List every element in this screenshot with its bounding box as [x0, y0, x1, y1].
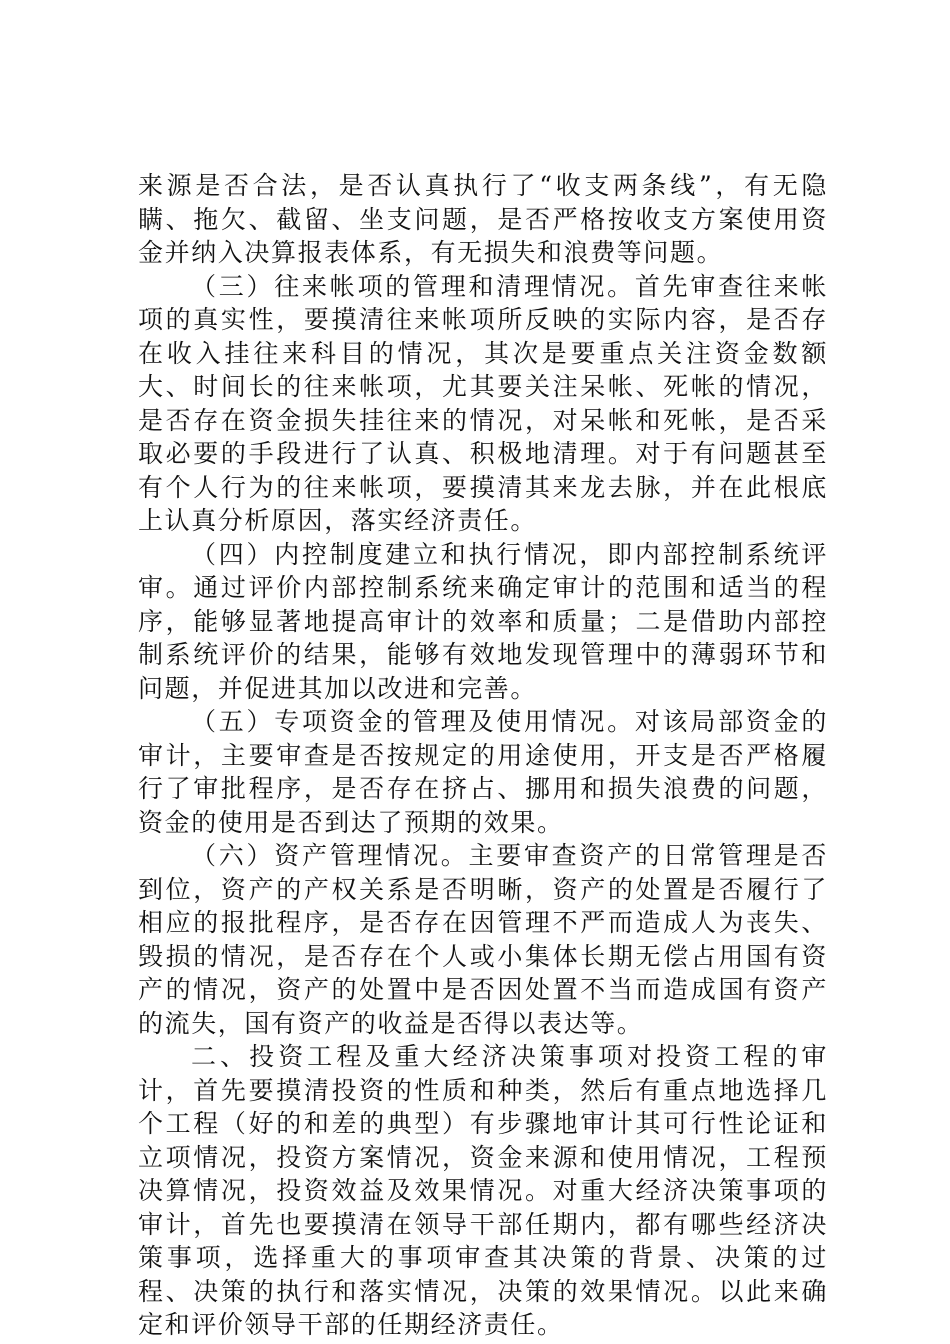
paragraph-asset-management: （六）资产管理情况。主要审查资产的日常管理是否到位，资产的产权关系是否明晰，资产的处置是否履行了相应的报批程序，是否存在因管理不严而造成人为丧失、毁损的情况，是否存在个人或小集体长期无偿占用国有资产的情况，资产的处置中是否因处置不当而造成国有资产的流失，国有资产的收益是否得以表达等。: [138, 841, 828, 1038]
paragraph-continuation: 来源是否合法，是否认真执行了“收支两条线”，有无隐瞒、拖欠、截留、坐支问题，是否严格按收支方案使用资金并纳入决算报表体系，有无损失和浪费等问题。: [138, 171, 828, 267]
paragraph-special-funds: （五）专项资金的管理及使用情况。对该局部资金的审计，主要审查是否按规定的用途使用，开支是否严格履行了审批程序，是否存在挤占、挪用和损失浪费的问题，资金的使用是否到达了预期的效果。: [138, 707, 828, 837]
paragraph-investment-projects: 二、投资工程及重大经济决策事项对投资工程的审计，首先要摸清投资的性质和种类，然后有重点地选择几个工程（好的和差的典型）有步骤地审计其可行性论证和立项情况，投资方案情况，资金来源和使用情况，工程预决算情况，投资效益及效果情况。对重大经济决策事项的审计，首先也要摸清在领导干部任期内，都有哪些经济决策事项，选择重大的事项审查其决策的背景、决策的过程、决策的执行和落实情况，决策的效果情况。以此来确定和评价领导干部的任期经济责任。: [138, 1042, 828, 1339]
paragraph-internal-control: （四）内控制度建立和执行情况，即内部控制系统评审。通过评价内部控制系统来确定审计的范围和适当的程序，能够显著地提高审计的效率和质量；二是借助内部控制系统评价的结果，能够有效地发现管理中的薄弱环节和问题，并促进其加以改进和完善。: [138, 539, 828, 703]
paragraph-current-accounts: （三）往来帐项的管理和清理情况。首先审查往来帐项的真实性，要摸清往来帐项所反映的实际内容，是否存在收入挂往来科目的情况，其次是要重点关注资金数额大、时间长的往来帐项，尤其要关注呆帐、死帐的情况，是否存在资金损失挂往来的情况，对呆帐和死帐，是否采取必要的手段进行了认真、积极地清理。对于有问题甚至有个人行为的往来帐项，要摸清其来龙去脉，并在此根底上认真分析原因，落实经济责任。: [138, 271, 828, 535]
document-body: [138, 169, 828, 1342]
